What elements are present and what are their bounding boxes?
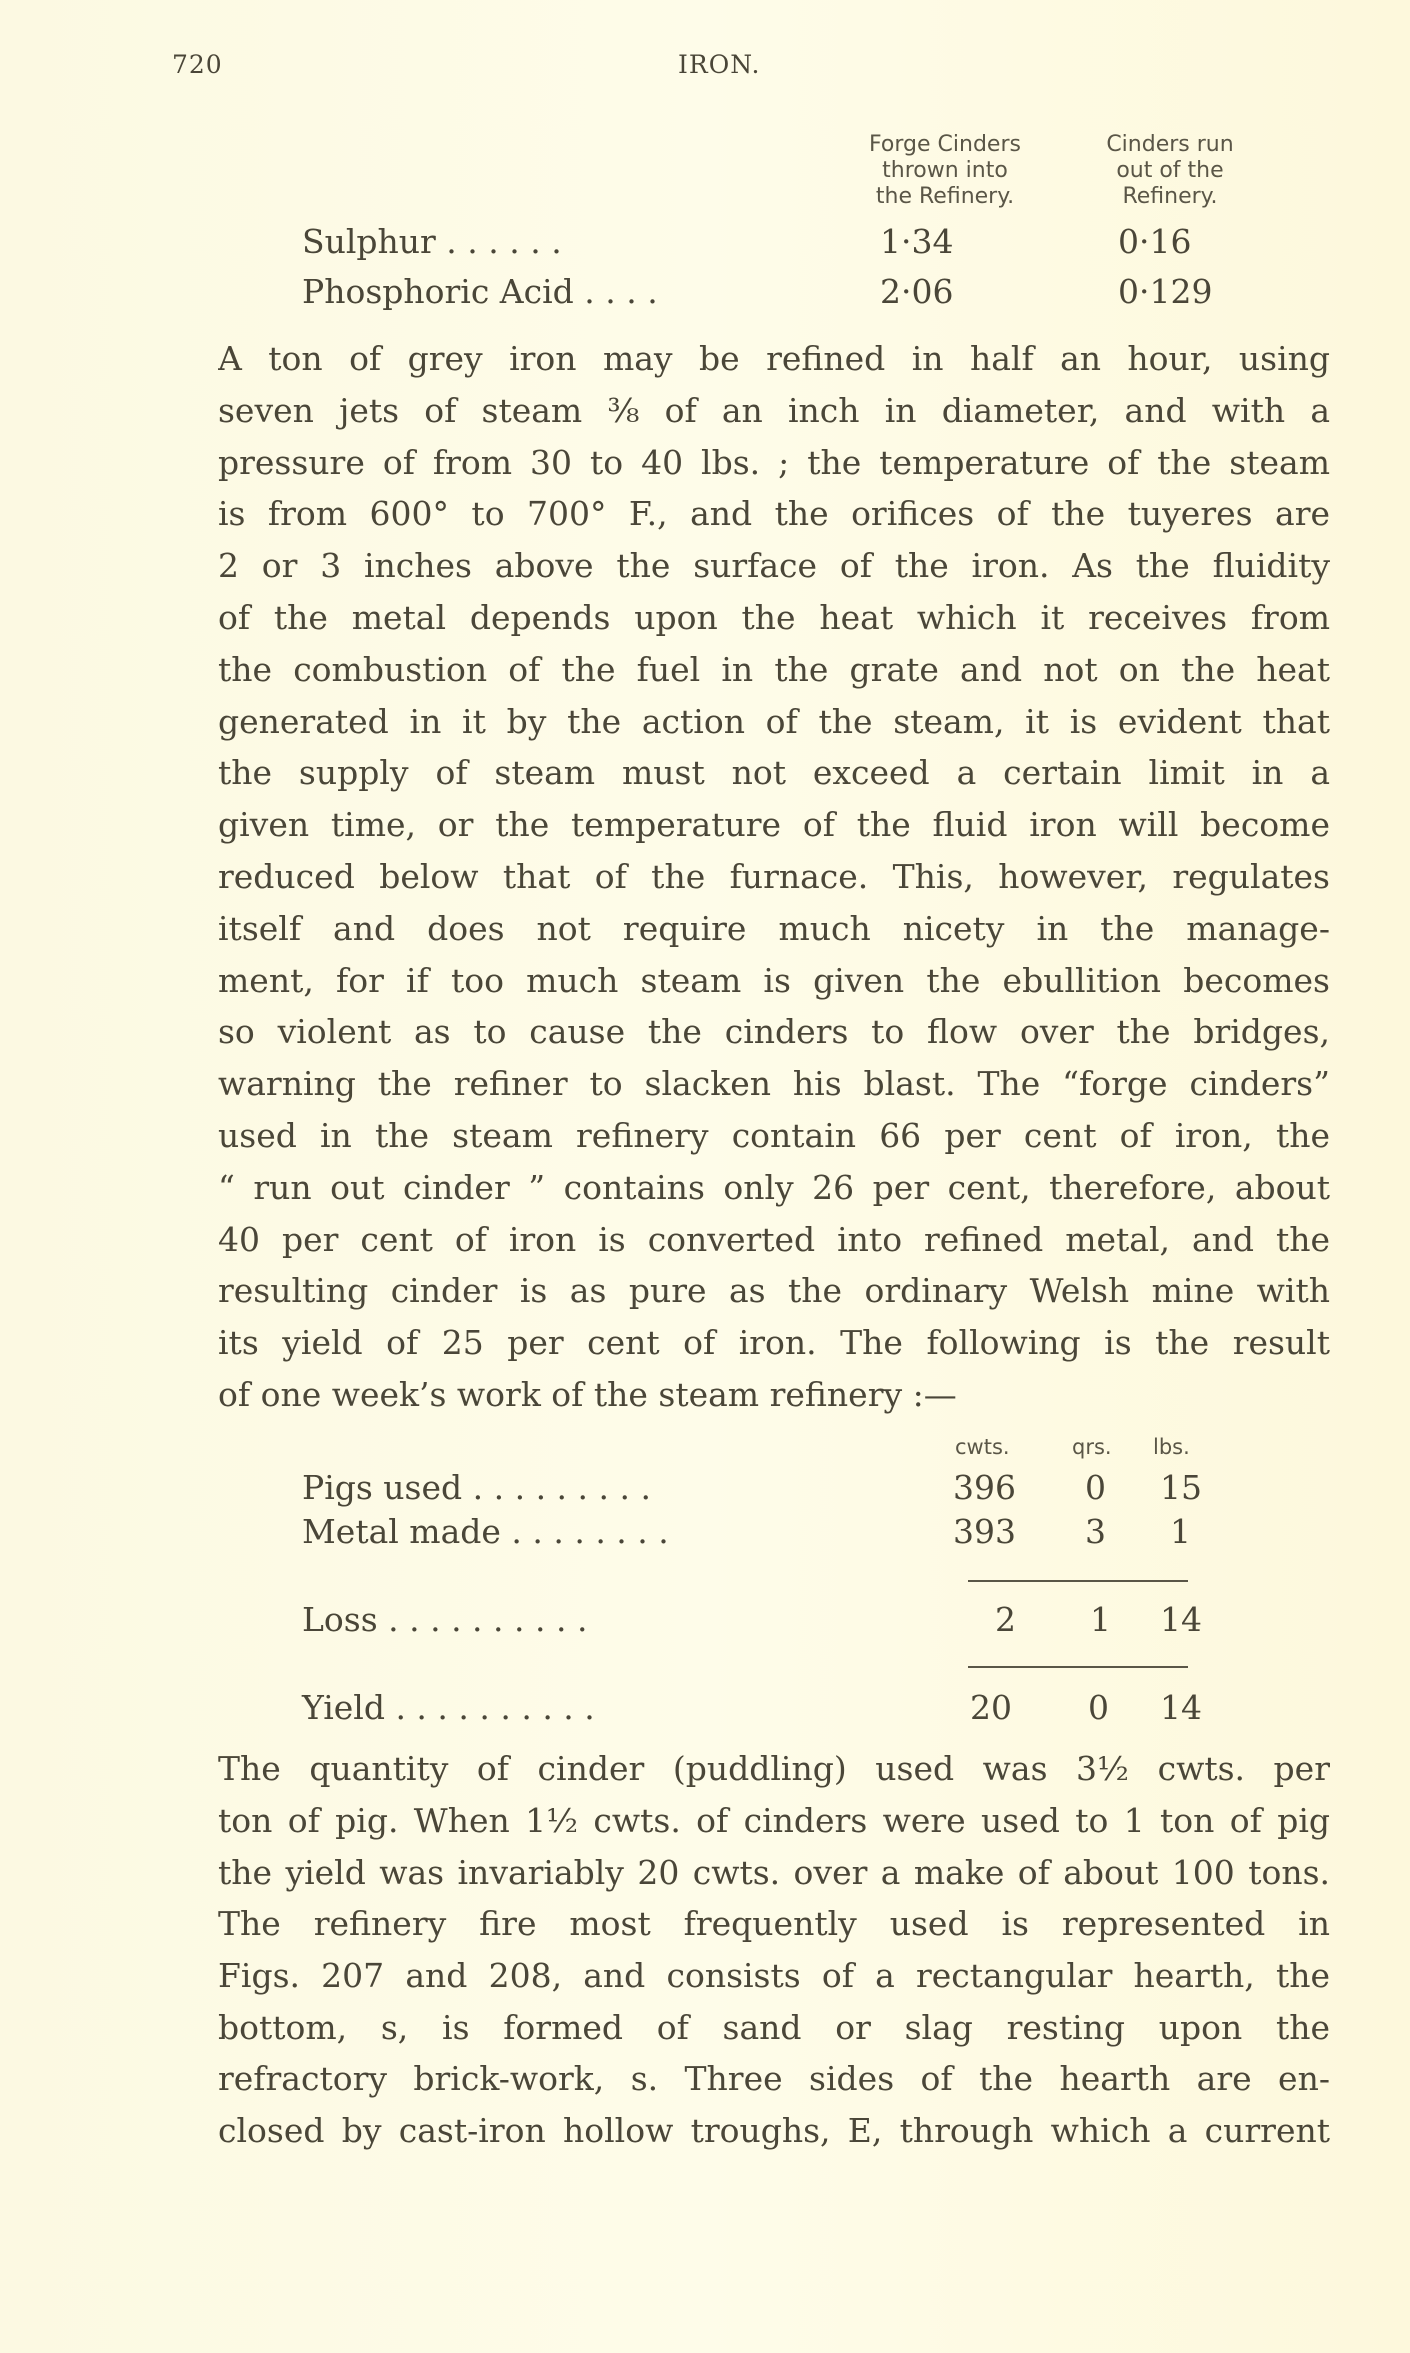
text-line: closed by cast-iron hollow troughs, E, through which a current (218, 2111, 1330, 2151)
text-line: of the metal depends upon the heat which it receives from (218, 597, 1330, 637)
unit-cwts: cwts. (955, 1435, 1010, 1459)
row-label-sulphur: Sulphur . . . . . . (302, 222, 562, 261)
row-label-loss: Loss . . . . . . . . . . (302, 1600, 588, 1639)
text-line: “ run out cinder ” contains only 26 per cent, therefore, about (218, 1167, 1330, 1207)
value-metal-lbs: 1 (1170, 1512, 1191, 1551)
text-line: bottom, s, is formed of sand or slag resting upon the (218, 2007, 1330, 2047)
text-line: seven jets of steam ⅜ of an inch in diameter, and with a (218, 390, 1330, 430)
text-line: generated in it by the action of the steam, it is evident that (218, 701, 1330, 741)
sum-rule (968, 1666, 1188, 1668)
text-line: resulting cinder is as pure as the ordinary Welsh mine with (218, 1271, 1330, 1311)
value-yield-lbs: 14 (1160, 1688, 1202, 1727)
paragraph-steam-refining (218, 333, 1330, 1421)
value-metal-cwts: 393 (953, 1512, 1016, 1551)
value-yield-qrs: 0 (1088, 1688, 1109, 1727)
text-line: pressure of from 30 to 40 lbs. ; the temperature of the steam (218, 442, 1330, 482)
text-line: ment, for if too much steam is given the ebullition becomes (218, 960, 1330, 1000)
text-line: reduced below that of the furnace. This, however, regulates (218, 856, 1330, 896)
text-line: given time, or the temperature of the fluid iron will become (218, 805, 1330, 845)
value-sulphur-runout: 0·16 (1118, 222, 1192, 261)
value-sulphur-forge: 1·34 (880, 222, 954, 261)
value-metal-qrs: 3 (1085, 1512, 1106, 1551)
unit-lbs: lbs. (1153, 1435, 1190, 1459)
column-header-forge-cinders: Forge Cinders thrown into the Refinery. (869, 132, 1021, 209)
unit-qrs: qrs. (1072, 1435, 1112, 1459)
row-label-yield: Yield . . . . . . . . . . (302, 1688, 595, 1727)
paragraph-refinery-fire (218, 1898, 1330, 2157)
value-yield-cwts: 20 (970, 1688, 1012, 1727)
text-line: The quantity of cinder (puddling) used was 3½ cwts. per (218, 1749, 1330, 1788)
value-pigs-lbs: 15 (1160, 1468, 1202, 1507)
text-line: warning the refiner to slacken his blast. The “forge cinders” (218, 1064, 1330, 1104)
text-line: of one week’s work of the steam refinery :— (218, 1374, 957, 1414)
text-line: 40 per cent of iron is converted into refined metal, and the (218, 1219, 1330, 1259)
value-loss-cwts: 2 (995, 1600, 1016, 1639)
text-line: ton of pig. When 1½ cwts. of cinders were used to 1 ton of pig (218, 1800, 1330, 1840)
text-line: A ton of grey iron may be refined in half an hour, using (218, 339, 1330, 378)
text-line: itself and does not require much nicety in the manage- (218, 908, 1330, 948)
text-line: so violent as to cause the cinders to flow over the bridges, (218, 1012, 1330, 1052)
text-line: refractory brick-work, s. Three sides of the hearth are en- (218, 2059, 1330, 2099)
column-header-run-out-cinders: Cinders run out of the Refinery. (1106, 132, 1234, 209)
text-line: Figs. 207 and 208, and consists of a rectangular hearth, the (218, 1955, 1330, 1995)
text-line: the combustion of the fuel in the grate and not on the heat (218, 649, 1330, 689)
sum-rule (968, 1580, 1188, 1582)
page-number: 720 (172, 50, 223, 79)
text-line: 2 or 3 inches above the surface of the iron. As the fluidity (218, 546, 1330, 586)
text-line: the supply of steam must not exceed a certain limit in a (218, 753, 1330, 793)
value-loss-lbs: 14 (1160, 1600, 1202, 1639)
text-line: is from 600° to 700° F., and the orifices of the tuyeres are (218, 494, 1330, 534)
text-line: The refinery fire most frequently used is represented in (218, 1904, 1330, 1943)
row-label-phosphoric-acid: Phosphoric Acid . . . . (302, 272, 658, 311)
row-label-metal-made: Metal made . . . . . . . . (302, 1512, 669, 1551)
value-pigs-cwts: 396 (953, 1468, 1016, 1507)
text-line: the yield was invariably 20 cwts. over a make of about 100 tons. (218, 1852, 1330, 1892)
paragraph-cinder-quantity (218, 1743, 1330, 1898)
value-loss-qrs: 1 (1090, 1600, 1111, 1639)
row-label-pigs-used: Pigs used . . . . . . . . . (302, 1468, 651, 1507)
value-phosphoric-runout: 0·129 (1118, 272, 1213, 311)
text-line: used in the steam refinery contain 66 per cent of iron, the (218, 1115, 1330, 1155)
text-line: its yield of 25 per cent of iron. The following is the result (218, 1323, 1330, 1363)
running-title: IRON. (678, 50, 761, 79)
value-pigs-qrs: 0 (1085, 1468, 1106, 1507)
value-phosphoric-forge: 2·06 (880, 272, 954, 311)
